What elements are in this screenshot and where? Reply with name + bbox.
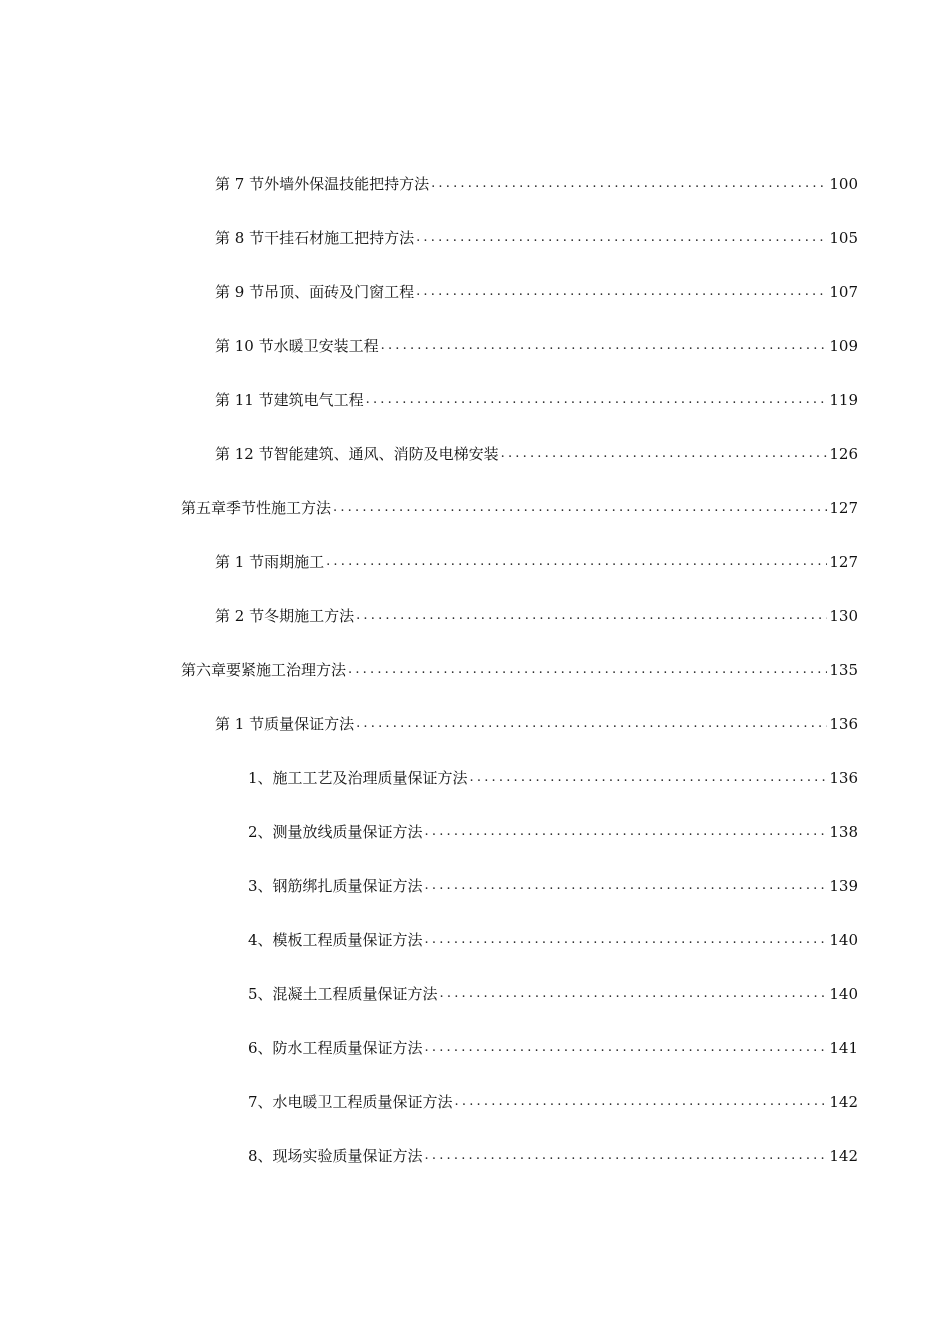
toc-entry-page: 100	[829, 175, 858, 193]
toc-entry-title: 8、现场实验质量保证方法	[248, 1147, 423, 1165]
toc-entry[interactable]	[0, 356, 858, 410]
toc-entry-title: 5、混凝土工程质量保证方法	[248, 985, 438, 1003]
toc-dot-leader	[425, 822, 828, 842]
toc-dot-leader	[348, 660, 827, 680]
toc-subentry[interactable]	[0, 950, 858, 1004]
toc-entry[interactable]	[0, 248, 858, 302]
toc-entry-title: 第 1 节质量保证方法	[215, 715, 355, 733]
toc-subentry[interactable]	[0, 842, 858, 896]
toc-entry[interactable]	[0, 302, 858, 356]
toc-entry-page: 138	[829, 823, 858, 841]
toc-dot-leader	[425, 1038, 828, 1058]
toc-dot-leader	[425, 1146, 828, 1166]
toc-dot-leader	[356, 606, 827, 626]
toc-subentry[interactable]	[0, 896, 858, 950]
toc-entry-title: 第 8 节干挂石材施工把持方法	[215, 229, 415, 247]
toc-entry-page: 136	[829, 715, 858, 733]
toc-dot-leader	[326, 552, 827, 572]
toc-dot-leader	[333, 498, 827, 518]
toc-dot-leader	[440, 984, 828, 1004]
toc-entry[interactable]	[0, 410, 858, 464]
toc-dot-leader	[501, 444, 828, 464]
toc-entry-page: 139	[829, 877, 858, 895]
toc-entry-page: 109	[829, 337, 858, 355]
toc-entry-title: 第 12 节智能建筑、通风、消防及电梯安装	[215, 445, 499, 463]
toc-entry-page: 105	[829, 229, 858, 247]
toc-entry-title: 第 9 节吊顶、面砖及门窗工程	[215, 283, 415, 301]
toc-dot-leader	[356, 714, 827, 734]
toc-entry-title: 1、施工工艺及治理质量保证方法	[248, 769, 468, 787]
toc-subentry[interactable]	[0, 1058, 858, 1112]
toc-entry-page: 142	[829, 1093, 858, 1111]
toc-entry-page: 140	[829, 985, 858, 1003]
toc-dot-leader	[416, 228, 827, 248]
toc-dot-leader	[381, 336, 828, 356]
toc-entry-page: 130	[829, 607, 858, 625]
toc-entry-title: 3、钢筋绑扎质量保证方法	[248, 877, 423, 895]
toc-chapter-entry[interactable]	[0, 626, 858, 680]
toc-entry[interactable]	[0, 194, 858, 248]
toc-entry-page: 127	[829, 499, 858, 517]
toc-subentry[interactable]	[0, 1112, 858, 1166]
toc-entry-page: 140	[829, 931, 858, 949]
toc-entry-page: 135	[829, 661, 858, 679]
toc-chapter-entry[interactable]	[0, 464, 858, 518]
toc-entry-title: 第六章要紧施工治理方法	[181, 661, 347, 679]
toc-dot-leader	[431, 174, 827, 194]
toc-entry-page: 141	[829, 1039, 858, 1057]
toc-entry[interactable]	[0, 572, 858, 626]
toc-dot-leader	[455, 1092, 828, 1112]
toc-entry-title: 第 2 节冬期施工方法	[215, 607, 355, 625]
toc-entry-title: 第 10 节水暖卫安装工程	[215, 337, 379, 355]
toc-entry-page: 107	[829, 283, 858, 301]
toc-entry-title: 4、模板工程质量保证方法	[248, 931, 423, 949]
toc-entry-page: 119	[829, 391, 858, 409]
toc-entry-page: 142	[829, 1147, 858, 1165]
toc-entry-title: 7、水电暖卫工程质量保证方法	[248, 1093, 453, 1111]
toc-dot-leader	[425, 930, 828, 950]
toc-entry[interactable]	[0, 518, 858, 572]
toc-subentry[interactable]	[0, 788, 858, 842]
toc-entry-title: 第 11 节建筑电气工程	[215, 391, 364, 409]
toc-entry-title: 2、测量放线质量保证方法	[248, 823, 423, 841]
toc-subentry[interactable]	[0, 734, 858, 788]
toc-entry-page: 127	[829, 553, 858, 571]
toc-entry[interactable]	[0, 140, 858, 194]
toc-dot-leader	[470, 768, 828, 788]
toc-entry-title: 第 7 节外墙外保温技能把持方法	[215, 175, 430, 193]
toc-entry[interactable]	[0, 680, 858, 734]
toc-dot-leader	[416, 282, 827, 302]
toc-dot-leader	[425, 876, 828, 896]
table-of-contents	[0, 140, 950, 1166]
toc-entry-title: 第五章季节性施工方法	[181, 499, 332, 517]
toc-entry-title: 第 1 节雨期施工	[215, 553, 325, 571]
toc-dot-leader	[366, 390, 828, 410]
toc-entry-title: 6、防水工程质量保证方法	[248, 1039, 423, 1057]
toc-entry-page: 136	[829, 769, 858, 787]
toc-entry-page: 126	[829, 445, 858, 463]
toc-subentry[interactable]	[0, 1004, 858, 1058]
